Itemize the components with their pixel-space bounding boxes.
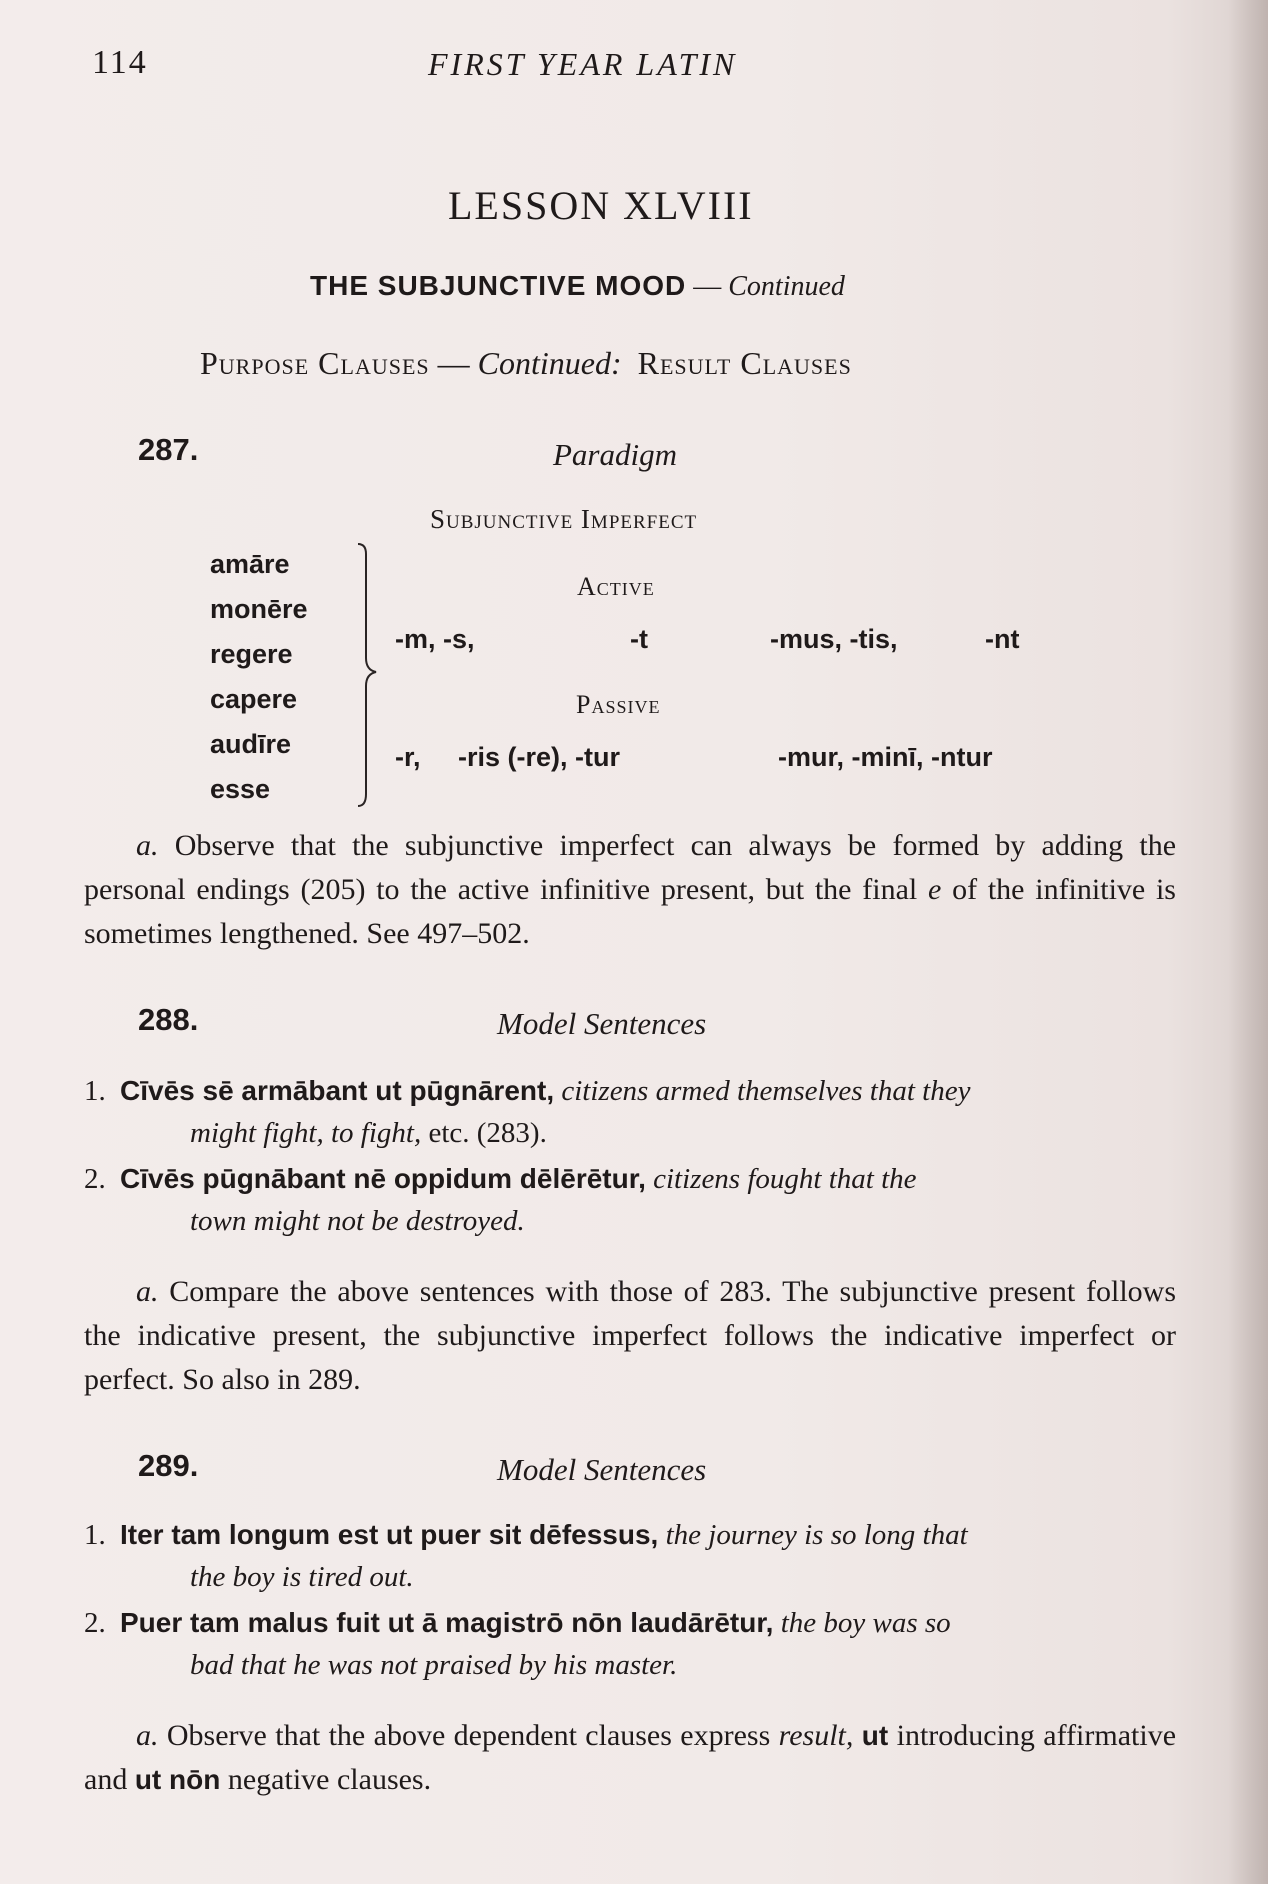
english-text: citizens armed themselves that they [554,1075,971,1107]
subtitle-continued: Continued [728,271,845,302]
verb-item: audīre [210,729,292,759]
heading-continued: Continued: [477,345,622,381]
english-text: the boy was so [773,1607,951,1639]
verb-item: amāre [210,549,290,579]
sentence-tail: etc. (283). [421,1117,547,1149]
note-result: result, [778,1719,854,1752]
note-text: Compare the above sentences with those of 283. The subjunctive present follows the indicative present, the subjunctive imperfect follows the indicative imperfect or perfect. So also in 289. [84,1275,1176,1396]
verb-item: regere [210,639,293,669]
english-text: the boy is tired out. [190,1561,414,1593]
subtitle-dash: — [686,271,729,302]
active-3pl: -nt [985,624,1020,654]
brace-icon [350,540,390,810]
note-label: a. [136,1719,159,1752]
page-gutter-shadow [1228,0,1268,1884]
note-label: a. [136,1275,159,1308]
english-text: might fight, to fight, [190,1117,422,1149]
verb-item: esse [210,774,271,804]
note-text: Observe that the subjunctive imperfect can always be formed by adding the personal endings (205) to the active infinitive present, but the final [84,829,1177,906]
note-289a [84,1714,1176,1802]
latin-text: Iter tam longum est ut puer sit dēfessus, [120,1519,659,1550]
sentence-number: 2. [84,1607,106,1639]
english-text: citizens fought that the [645,1163,917,1195]
english-text: bad that he was not praised by his master. [190,1649,678,1681]
latin-text: Puer tam malus fuit ut ā magistrō nōn laudārētur, [120,1607,774,1638]
passive-sg1: -r, [395,742,421,772]
table-title: Subjunctive Imperfect [430,504,698,534]
note-e: e [927,873,942,906]
heading-purpose-clauses: Purpose Clauses [200,345,430,381]
note-ut-non: ut nōn [134,1764,221,1795]
active-label: Active [577,572,655,601]
verb-item: monēre [210,594,308,624]
note-text-2: introducing affirmative and [84,1719,1177,1796]
active-sg: -m, -s, [395,624,475,654]
note-ut: ut [861,1720,889,1751]
sentence-number: 1. [84,1519,106,1551]
verb-item: capere [210,684,298,714]
sentence-number: 2. [84,1163,106,1195]
model-sentences-title-289: Model Sentences [497,1452,707,1487]
latin-text: Cīvēs sē armābant ut pūgnārent, [120,1075,555,1106]
running-title: FIRST YEAR LATIN [428,46,738,82]
subtitle-main: THE SUBJUNCTIVE MOOD [310,270,687,301]
latin-text: Cīvēs pūgnābant nē oppidum dēlērētur, [120,1163,646,1194]
passive-sg23: -ris (-re), -tur [458,742,620,772]
section-number-289: 289. [138,1448,199,1483]
passive-pl: -mur, -minī, -ntur [778,742,993,772]
heading-result-clauses: Result Clauses [637,345,852,381]
sentence-number: 1. [84,1075,106,1107]
section-number-288: 288. [138,1002,199,1037]
verb-list [210,542,308,812]
paradigm-title: Paradigm [553,437,677,472]
section-heading [200,345,852,382]
note-text-2: of the infinitive is sometimes lengthened. See 497–502. [84,873,1176,950]
lesson-title: LESSON XLVIII [448,183,754,228]
note-287a [84,824,1176,956]
note-text: Observe that the above dependent clauses express [166,1719,779,1752]
heading-dash: — [429,345,478,381]
english-text: town might not be destroyed. [190,1205,525,1237]
model-sentences-title-288: Model Sentences [497,1006,707,1041]
active-3sg: -t [630,624,648,654]
note-label: a. [136,829,159,862]
lesson-subtitle [310,270,845,303]
note-288a [84,1270,1176,1402]
active-pl: -mus, -tis, [770,624,898,654]
passive-label: Passive [576,690,661,719]
english-text: the journey is so long that [658,1519,968,1551]
section-number-287: 287. [138,432,199,467]
note-text-3: negative clauses. [220,1763,432,1796]
page-number: 114 [92,44,148,81]
